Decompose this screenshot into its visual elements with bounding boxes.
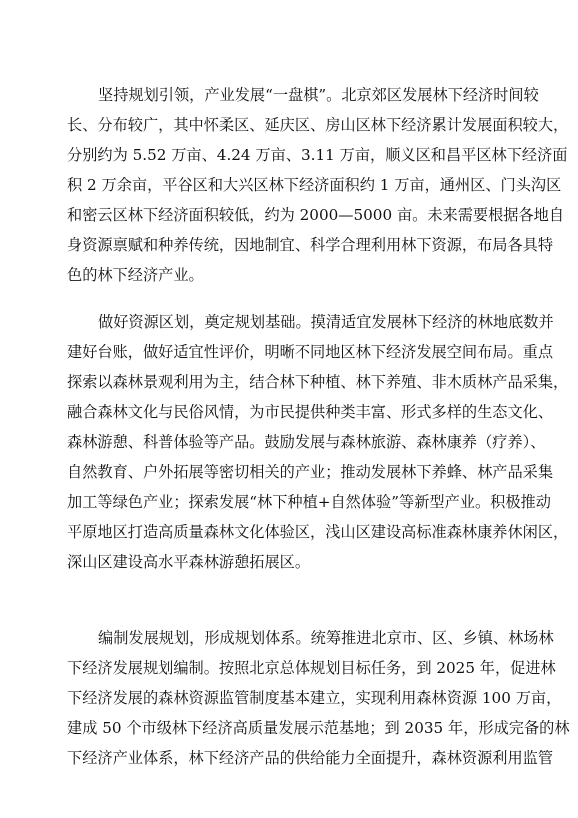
paragraph-line: 下经济发展规划编制。按照北京总体规划目标任务，到 2025 年，促进林 (67, 659, 556, 677)
paragraph-line: 深山区建设高水平森林游憩拓展区。 (67, 553, 310, 571)
paragraph-line: 和密云区林下经济面积较低，约为 2000—5000 亩。未来需要根据各地自 (67, 206, 565, 224)
paragraph-line: 加工等绿色产业；探索发展“林下种植+自然体验”等新型产业。积极推动 (67, 493, 551, 511)
paragraph-line: 探索以森林景观利用为主，结合林下种植、林下养殖、非木质林产品采集， (67, 373, 569, 391)
paragraph-line: 自然教育、户外拓展等密切相关的产业；推动发展林下养蜂、林产品采集 (67, 463, 553, 481)
paragraph-line: 做好资源区划，奠定规划基础。摸清适宜发展林下经济的林地底数并 (98, 313, 554, 331)
paragraph-line: 坚持规划引领，产业发展“一盘棋”。北京郊区发展林下经济时间较 (98, 86, 539, 104)
paragraph-line: 身资源禀赋和种养传统，因地制宜、科学合理利用林下资源，布局各具特 (67, 236, 553, 254)
paragraph-line: 建好台账，做好适宜性评价，明晰不同地区林下经济发展空间布局。重点 (67, 343, 553, 361)
paragraph-line: 积 2 万余亩，平谷区和大兴区林下经济面积约 1 万亩，通州区、门头沟区 (67, 176, 562, 194)
paragraph-line: 平原地区打造高质量森林文化体验区，浅山区建设高标准森林康养休闲区， (67, 523, 569, 541)
paragraph-line: 森林游憩、科普体验等产品。鼓励发展与森林旅游、森林康养（疗养）、 (67, 433, 546, 451)
paragraph-line: 下经济发展的森林资源监管制度基本建立，实现利用森林资源 100 万亩， (67, 689, 562, 707)
paragraph-line: 建成 50 个市级林下经济高质量发展示范基地；到 2035 年，形成完备的林 (67, 719, 570, 737)
paragraph-line: 下经济产业体系，林下经济产品的供给能力全面提升，森林资源利用监管 (67, 749, 553, 767)
paragraph-line: 分别约为 5.52 万亩、4.24 万亩、3.11 万亩，顺义区和昌平区林下经济面 (67, 146, 568, 164)
paragraph-line: 融合森林文化与民俗风情，为市民提供种类丰富、形式多样的生态文化、 (67, 403, 553, 421)
paragraph-line: 长、分布较广，其中怀柔区、延庆区、房山区林下经济累计发展面积较大， (67, 116, 569, 134)
paragraph-line: 编制发展规划，形成规划体系。统筹推进北京市、区、乡镇、林场林 (98, 629, 554, 647)
paragraph-line: 色的林下经济产业。 (67, 266, 204, 284)
